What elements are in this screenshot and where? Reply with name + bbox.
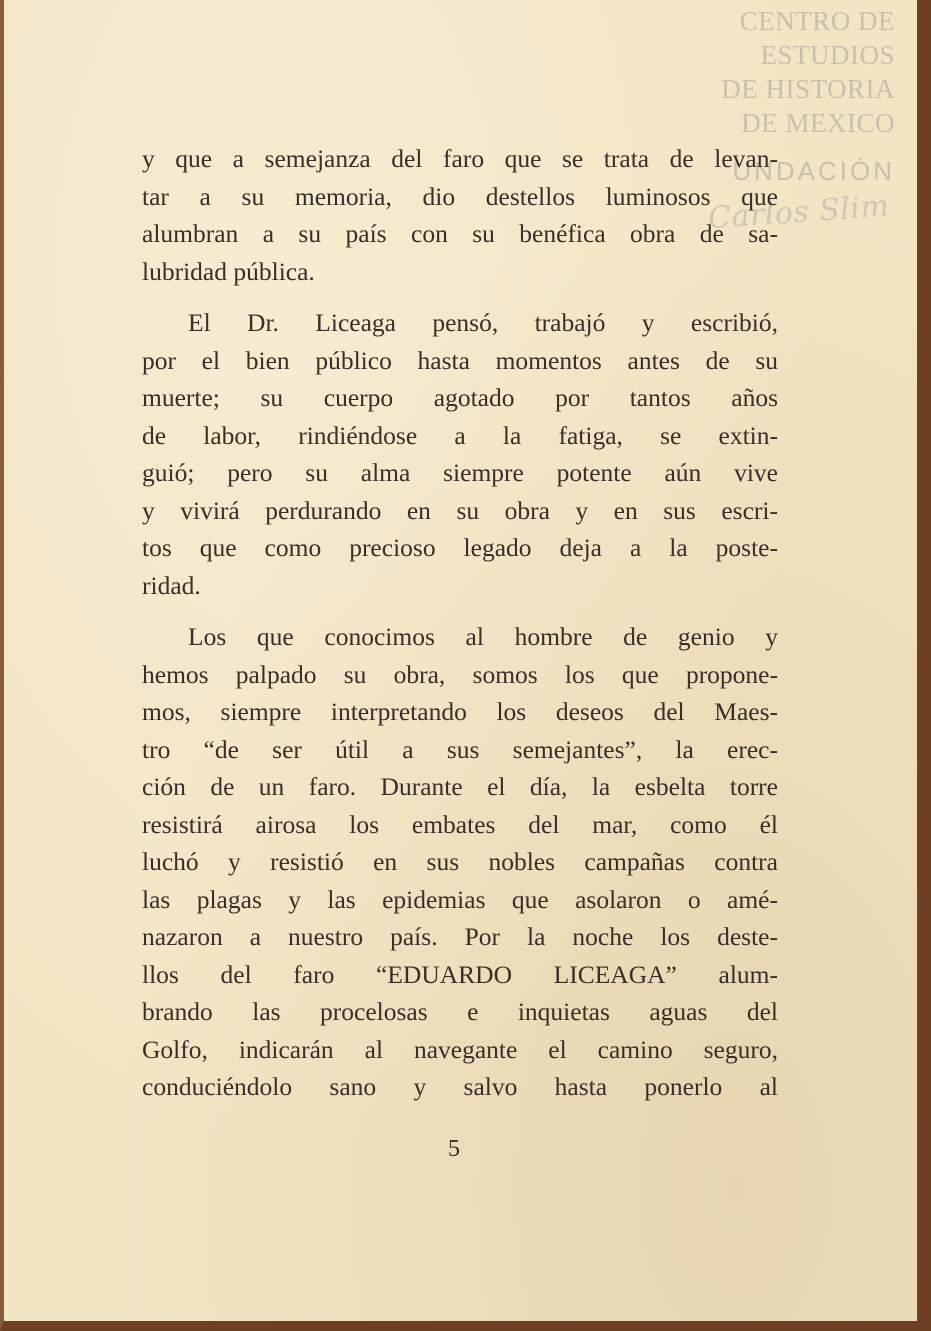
watermark-signature: Carlos Slim bbox=[706, 188, 890, 237]
text-line: mos, siempre interpretando los deseos del Maes- bbox=[142, 697, 778, 726]
text-line: por el bien público hasta momentos antes de su bbox=[142, 345, 778, 375]
text-line: y que a semejanza del faro que se trata de levan- bbox=[142, 144, 778, 173]
watermark-line: DE MEXICO bbox=[741, 108, 895, 138]
text-line: Golfo, indicarán al navegante el camino seguro, bbox=[142, 1034, 778, 1064]
text-line: muerte; su cuerpo agotado por tantos años bbox=[142, 383, 778, 412]
paragraph bbox=[142, 304, 778, 604]
text-line: tos que como precioso legado deja a la poste- bbox=[142, 533, 778, 562]
watermark-fundacion: UNDACIÓN bbox=[732, 156, 895, 186]
watermark-line: DE HISTORIA bbox=[721, 74, 895, 104]
text-line: llos del faro “EDUARDO LICEAGA” alum- bbox=[142, 959, 778, 989]
paragraph bbox=[142, 618, 778, 1106]
text-line: tro “de ser útil a sus semejantes”, la erec- bbox=[142, 734, 778, 764]
paragraph bbox=[142, 140, 778, 290]
text-line: alumbran a su país con su benéfica obra de sa- bbox=[142, 219, 778, 248]
text-line: ridad. bbox=[142, 570, 201, 600]
text-line: ción de un faro. Durante el día, la esbelta torre bbox=[142, 772, 778, 801]
text-line: luchó y resistió en sus nobles campañas contra bbox=[142, 847, 778, 876]
text-line: de labor, rindiéndose a la fatiga, se extin- bbox=[142, 420, 778, 450]
text-line: resistirá airosa los embates del mar, como él bbox=[142, 809, 778, 839]
text-line: y vivirá perdurando en su obra y en sus escri- bbox=[142, 495, 778, 525]
text-line: brando las procelosas e inquietas aguas del bbox=[142, 997, 778, 1026]
text-line: Los que conocimos al hombre de genio y bbox=[188, 622, 778, 651]
text-line: conduciéndolo sano y salvo hasta ponerlo al bbox=[142, 1072, 778, 1101]
watermark-line: ESTUDIOS bbox=[760, 40, 895, 70]
text-line: lubridad pública. bbox=[142, 256, 315, 286]
archive-watermark bbox=[706, 4, 895, 237]
text-line: hemos palpado su obra, somos los que propone- bbox=[142, 659, 778, 689]
watermark-line: CENTRO DE bbox=[739, 6, 895, 36]
page-number: 5 bbox=[448, 1136, 460, 1162]
text-line: El Dr. Liceaga pensó, trabajó y escribió, bbox=[188, 308, 778, 337]
text-line: guió; pero su alma siempre potente aún vive bbox=[142, 458, 778, 487]
text-line: tar a su memoria, dio destellos luminosos que bbox=[142, 181, 778, 211]
body-text bbox=[142, 140, 778, 1106]
text-line: las plagas y las epidemias que asolaron o amé- bbox=[142, 884, 778, 914]
text-line: nazaron a nuestro país. Por la noche los deste- bbox=[142, 922, 778, 951]
